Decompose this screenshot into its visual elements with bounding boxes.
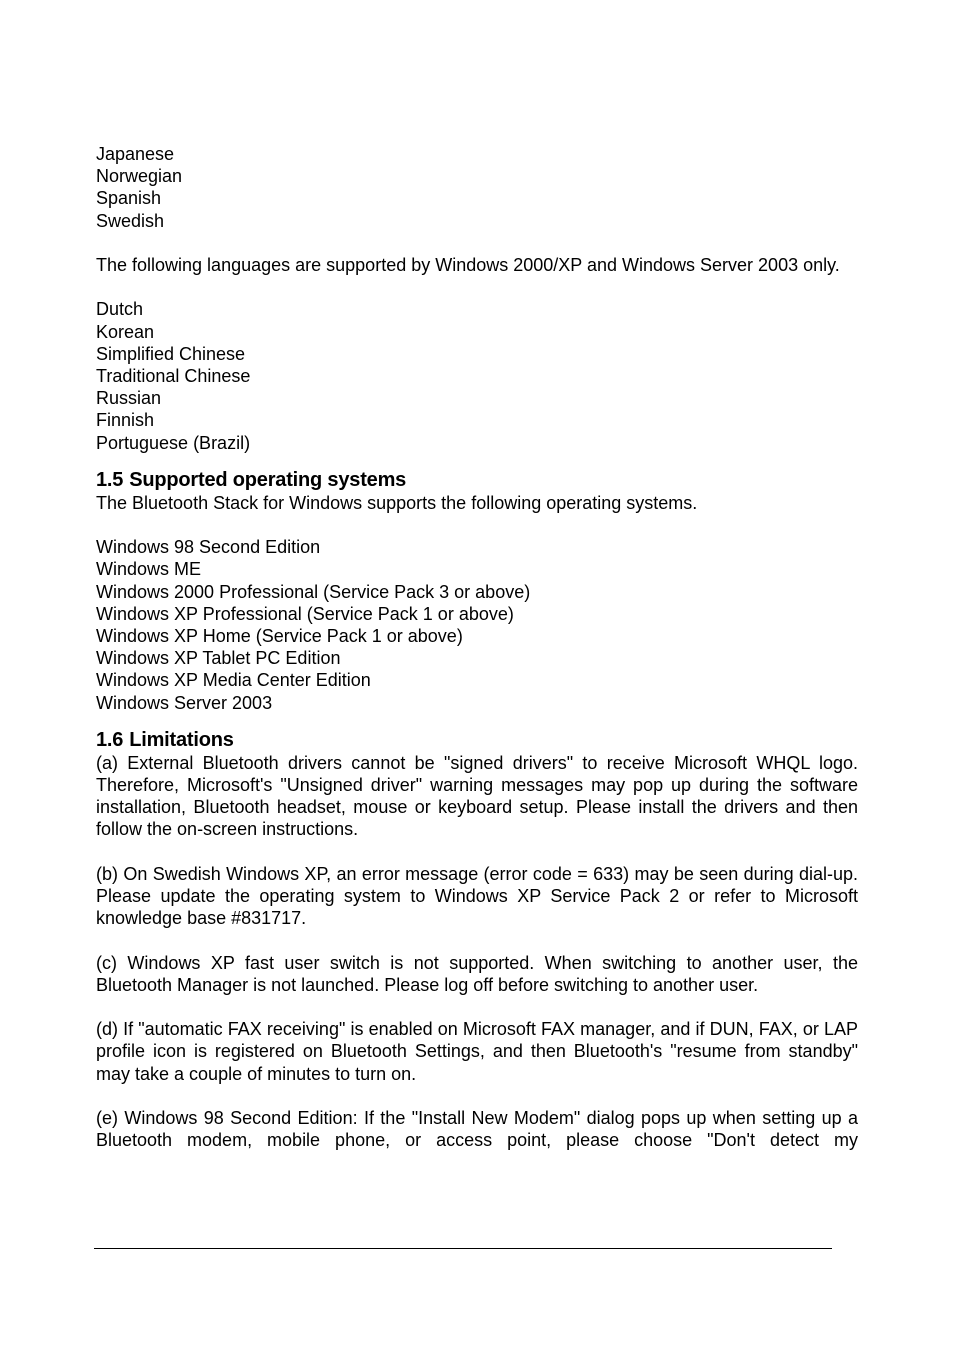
limitations-list bbox=[96, 752, 858, 1152]
language-item: Dutch bbox=[96, 299, 144, 320]
language-item: Simplified Chinese bbox=[96, 343, 246, 364]
spacer bbox=[96, 514, 858, 536]
spacer bbox=[96, 996, 858, 1018]
os-item: Windows XP Professional (Service Pack 1 or above) bbox=[96, 603, 514, 624]
spacer bbox=[96, 841, 858, 863]
os-item: Windows ME bbox=[96, 559, 202, 580]
language-item: Norwegian bbox=[96, 166, 183, 187]
limitation-paragraph: (c) Windows XP fast user switch is not supported. When switching to another user, the Bluetooth Manager is not launched. Please log off before switching to another user. bbox=[96, 952, 858, 995]
language-item: Spanish bbox=[96, 188, 162, 209]
os-item: Windows Server 2003 bbox=[96, 692, 273, 713]
spacer bbox=[96, 232, 858, 254]
os-item: Windows 2000 Professional (Service Pack 3 or above) bbox=[96, 581, 531, 602]
language-item: Traditional Chinese bbox=[96, 366, 251, 386]
language-item: Korean bbox=[96, 321, 155, 342]
os-item: Windows XP Home (Service Pack 1 or above) bbox=[96, 626, 463, 647]
spacer bbox=[96, 1085, 858, 1107]
section-number: 1.6 bbox=[96, 728, 124, 751]
language-item: Portuguese (Brazil) bbox=[96, 432, 251, 453]
language-item: Russian bbox=[96, 388, 162, 409]
os-item: Windows XP Tablet PC Edition bbox=[96, 648, 341, 669]
limitation-paragraph: (e) Windows 98 Second Edition: If the "Install New Modem" dialog pops up when setting up a Bluetooth modem, mobile phone, or access point, please choose "Don't detect my bbox=[96, 1108, 858, 1151]
spacer bbox=[96, 276, 858, 298]
section-title: Limitations bbox=[129, 728, 234, 751]
limitation-paragraph: (d) If "automatic FAX receiving" is enabled on Microsoft FAX manager, and if DUN, FAX, or LAP profile icon is registered on Bluetooth Settings, and then Bluetooth's "resume from standby" may take a couple of minutes to turn on. bbox=[96, 1019, 858, 1084]
os-list bbox=[96, 536, 858, 714]
limitation-paragraph: (b) On Swedish Windows XP, an error message (error code = 633) may be seen during dial-up. Please update the operating system to Windows XP Service Pack 2 or refer to Microsoft knowledge base #831717. bbox=[96, 863, 858, 929]
language-item: Swedish bbox=[96, 210, 165, 231]
language-list-limited bbox=[96, 298, 858, 453]
section-heading-limitations bbox=[96, 728, 858, 752]
section-heading-os bbox=[96, 468, 858, 492]
os-item: Windows XP Media Center Edition bbox=[96, 670, 371, 691]
document-body bbox=[96, 143, 858, 1151]
footer-divider bbox=[94, 1248, 832, 1249]
section-number: 1.5 bbox=[96, 468, 124, 491]
os-item: Windows 98 Second Edition bbox=[96, 537, 321, 558]
language-item: Japanese bbox=[96, 144, 175, 164]
language-list-all bbox=[96, 143, 858, 232]
languages-note: The following languages are supported by Windows 2000/XP and Windows Server 2003 only. bbox=[96, 255, 840, 275]
limitation-paragraph: (a) External Bluetooth drivers cannot be "signed drivers" to receive Microsoft WHQL logo. Therefore, Microsoft's "Unsigned driver" warning messages may pop up during the software installation, Bluetooth headset, mouse or keyboard setup. Please install the drivers and then follow the on-screen instructions. bbox=[96, 752, 858, 840]
section-title: Supported operating systems bbox=[129, 468, 407, 491]
spacer bbox=[96, 929, 858, 951]
language-item: Finnish bbox=[96, 410, 155, 431]
os-intro: The Bluetooth Stack for Windows supports the following operating systems. bbox=[96, 492, 698, 513]
